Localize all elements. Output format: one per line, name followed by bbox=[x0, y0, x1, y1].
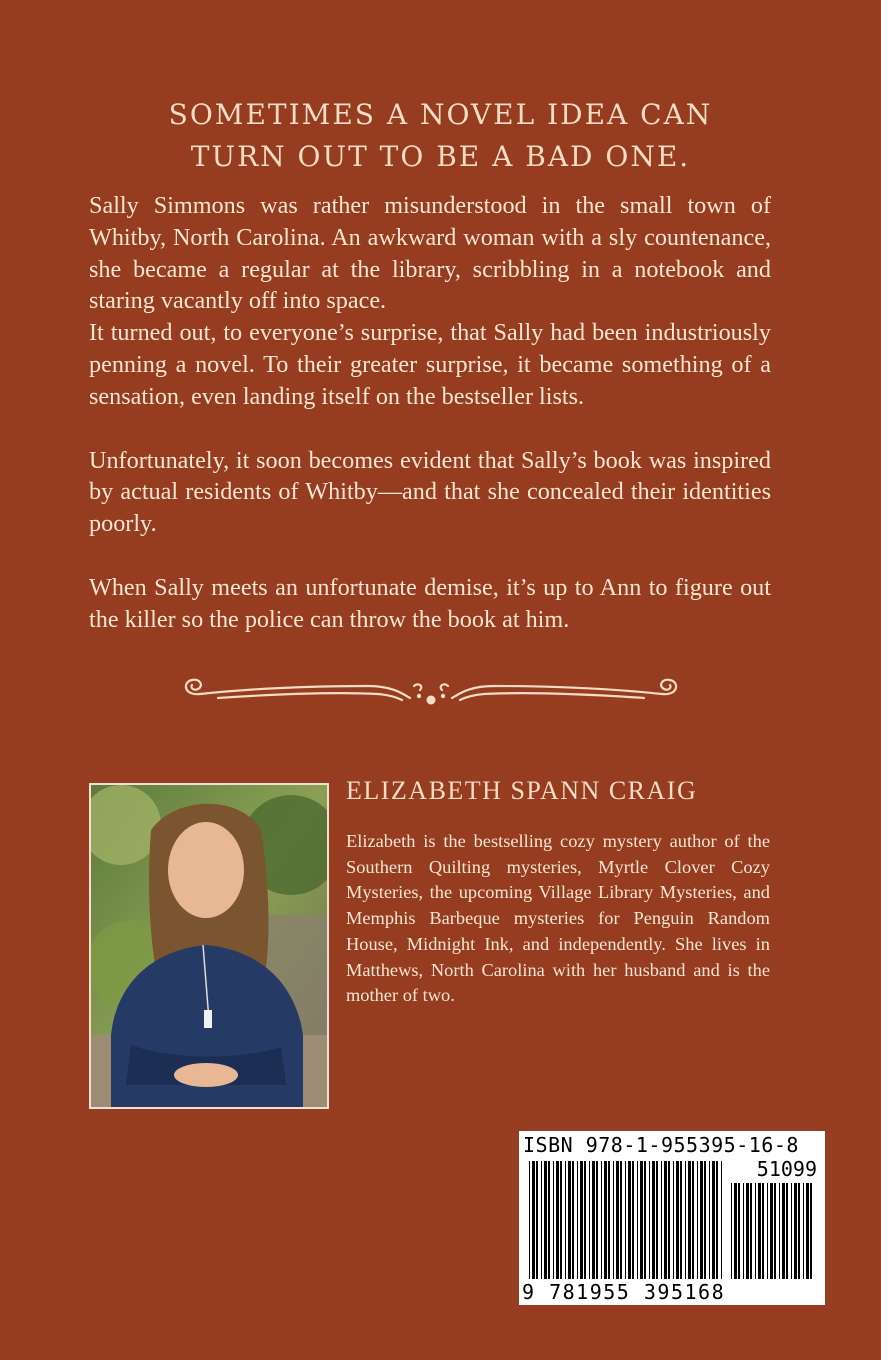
barcode-bar bbox=[685, 1161, 686, 1279]
barcode-bar bbox=[712, 1161, 715, 1279]
barcode-bar bbox=[640, 1161, 643, 1279]
barcode-bar bbox=[625, 1161, 626, 1279]
blurb-paragraph-2: It turned out, to everyone’s surprise, that Sally had been industriously penning a novel. To their greater surprise, it became something of a sensation, even landing itself on the bestseller lists. bbox=[89, 319, 771, 410]
barcode-bar bbox=[750, 1183, 752, 1279]
barcode-bar bbox=[758, 1183, 761, 1279]
barcode-bar bbox=[680, 1161, 682, 1279]
barcode-bar bbox=[589, 1161, 590, 1279]
barcode-bars bbox=[529, 1161, 725, 1279]
barcode-bar bbox=[628, 1161, 631, 1279]
barcode-bar bbox=[798, 1183, 800, 1279]
blurb-paragraph-3: Unfortunately, it soon becomes evident that Sally’s book was inspired by actual residents of Whitby—and that she concealed their identities poorly. bbox=[89, 446, 771, 538]
barcode-bar bbox=[541, 1161, 542, 1279]
addon-barcode-bars bbox=[731, 1183, 817, 1279]
barcode-bar bbox=[616, 1161, 619, 1279]
blurb-paragraph-4: When Sally meets an unfortunate demise, it’s up to Ann to figure out the killer so the police can throw the book at him. bbox=[89, 573, 771, 633]
ean-digits: 9 781955 395168 bbox=[522, 1280, 726, 1304]
barcode-bar bbox=[529, 1161, 530, 1279]
barcode-bar bbox=[668, 1161, 670, 1279]
barcode-bar bbox=[608, 1161, 610, 1279]
tagline-line-2: TURN OUT TO BE A BAD ONE. bbox=[190, 140, 691, 173]
barcode-bar bbox=[604, 1161, 607, 1279]
barcode-bar bbox=[548, 1161, 550, 1279]
barcode-bar bbox=[572, 1161, 574, 1279]
barcode-bar bbox=[786, 1183, 788, 1279]
author-name: ELIZABETH SPANN CRAIG bbox=[346, 776, 698, 805]
barcode-bar bbox=[692, 1161, 694, 1279]
barcode-bar bbox=[553, 1161, 554, 1279]
barcode-bar bbox=[596, 1161, 598, 1279]
barcode-bar bbox=[661, 1161, 662, 1279]
isbn-label: ISBN 978-1-955395-16-8 bbox=[523, 1133, 799, 1157]
blurb-paragraph-1: Sally Simmons was rather misunderstood in the small town of Whitby, North Carolina. An awkward woman with a sly countenance, she became a regular at the library, scribbling in a notebook and staring vacantly off into space. bbox=[89, 192, 771, 315]
barcode-bar bbox=[568, 1161, 571, 1279]
barcode-bar bbox=[676, 1161, 679, 1279]
barcode-bar bbox=[782, 1183, 785, 1279]
barcode-bar bbox=[673, 1161, 674, 1279]
barcode-bar bbox=[704, 1161, 706, 1279]
barcode-bar bbox=[601, 1161, 602, 1279]
barcode-bar bbox=[592, 1161, 595, 1279]
barcode-bar bbox=[565, 1161, 566, 1279]
barcode-bar bbox=[632, 1161, 634, 1279]
barcode-bar bbox=[620, 1161, 622, 1279]
tagline bbox=[0, 94, 881, 178]
barcode-bar bbox=[803, 1183, 804, 1279]
barcode-bar bbox=[544, 1161, 547, 1279]
barcode-bar bbox=[637, 1161, 638, 1279]
barcode-bar bbox=[721, 1161, 722, 1279]
tagline-line-1: SOMETIMES A NOVEL IDEA CAN bbox=[168, 98, 713, 131]
isbn-barcode bbox=[519, 1131, 825, 1305]
author-bio: Elizabeth is the bestselling cozy mystery author of the Southern Quilting mysteries, Myrtle Clover Cozy Mysteries, the upcoming Village Library Mysteries, and Memphis Barbeque mysteries for Penguin Random House, Midnight Ink, and independently. She lives in Matthews, North Carolina with her husband and is the mother of two. bbox=[346, 831, 770, 1006]
barcode-bar bbox=[649, 1161, 650, 1279]
blurb bbox=[89, 190, 771, 636]
barcode-bar bbox=[613, 1161, 614, 1279]
barcode-bar bbox=[774, 1183, 776, 1279]
barcode-bar bbox=[770, 1183, 773, 1279]
barcode-bar bbox=[810, 1183, 812, 1279]
barcode-bar bbox=[709, 1161, 710, 1279]
barcode-bar bbox=[652, 1161, 655, 1279]
barcode-bar bbox=[580, 1161, 583, 1279]
barcode-bar bbox=[755, 1183, 756, 1279]
barcode-bar bbox=[794, 1183, 797, 1279]
barcode-bar bbox=[700, 1161, 703, 1279]
barcode-bar bbox=[791, 1183, 792, 1279]
flourish-divider-icon bbox=[178, 672, 684, 712]
barcode-bar bbox=[731, 1183, 732, 1279]
barcode-bar bbox=[577, 1161, 578, 1279]
barcode-bar bbox=[556, 1161, 559, 1279]
barcode-bar bbox=[532, 1161, 535, 1279]
barcode-bar bbox=[664, 1161, 667, 1279]
barcode-bar bbox=[584, 1161, 586, 1279]
barcode-bar bbox=[746, 1183, 749, 1279]
barcode-bar bbox=[743, 1183, 744, 1279]
barcode-bar bbox=[656, 1161, 658, 1279]
barcode-bar bbox=[779, 1183, 780, 1279]
price-code: 51099 bbox=[756, 1157, 817, 1181]
barcode-bar bbox=[536, 1161, 538, 1279]
barcode-bar bbox=[767, 1183, 768, 1279]
barcode-bar bbox=[560, 1161, 562, 1279]
barcode-bar bbox=[738, 1183, 740, 1279]
barcode-bar bbox=[716, 1161, 718, 1279]
barcode-bar bbox=[644, 1161, 646, 1279]
barcode-bar bbox=[688, 1161, 691, 1279]
barcode-bar bbox=[734, 1183, 737, 1279]
barcode-bar bbox=[697, 1161, 698, 1279]
author-photo bbox=[89, 783, 329, 1109]
barcode-bar bbox=[762, 1183, 764, 1279]
barcode-bar bbox=[806, 1183, 809, 1279]
